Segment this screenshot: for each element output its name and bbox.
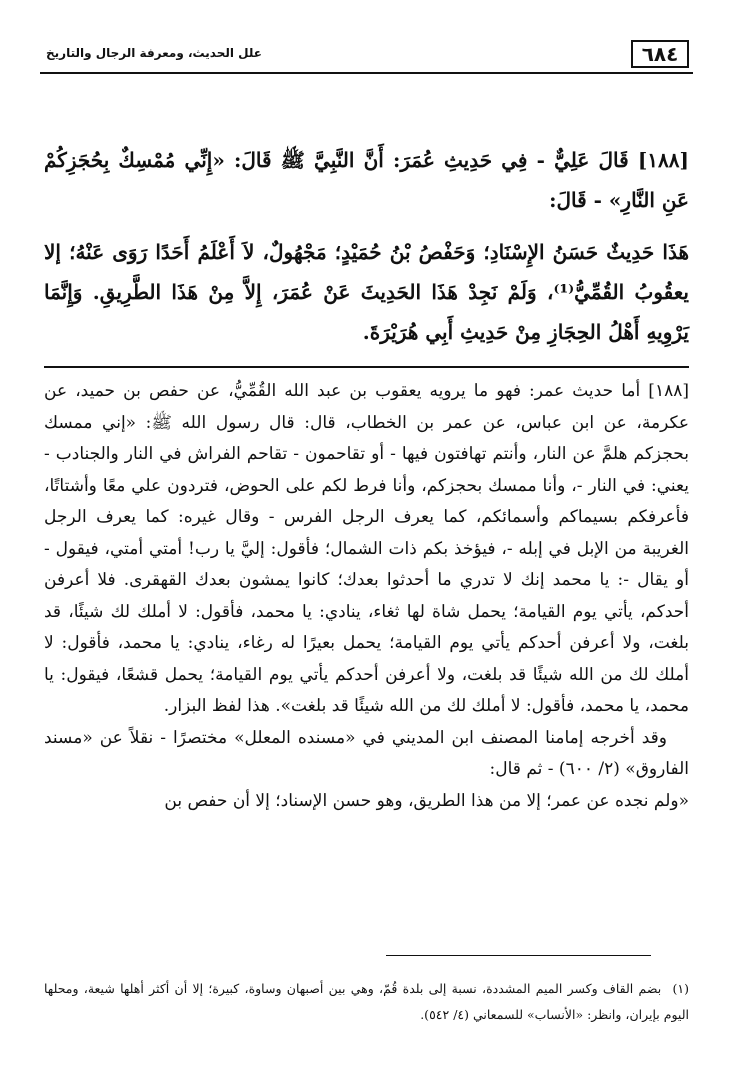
hadith-paragraph-1: [١٨٨] قَالَ عَلِيٌّ - فِي حَدِيثِ عُمَرَ: أَنَّ النَّبِيَّ ﷺ قَالَ: «إِنِّي مُمْسِكٌ بِحُجَزِكُمْ عَنِ النَّارِ» - قَالَ:	[44, 148, 689, 212]
footnotes-section	[44, 976, 689, 1028]
header-divider	[40, 72, 693, 74]
commentary-paragraph-2: وقد أخرجه إمامنا المصنف ابن المديني في «مسنده المعلل» مختصرًا - نقلاً عن «مسند الفاروق» (٢/ ٦٠٠) - ثم قال:	[44, 727, 689, 779]
footnote-marker: (١)	[672, 981, 689, 996]
commentary-section	[44, 376, 689, 817]
hadith-text-section	[44, 140, 689, 364]
footnote-text: بضم القاف وكسر الميم المشددة، نسبة إلى بلدة قُمّ، وهي بين أصبهان وساوة، كبيرة؛ إلا أن أكثر أهلها شيعة، ومحلها اليوم بإيران، وانظر: «الأنساب» للسمعاني (٤/ ٥٤٢).	[44, 981, 689, 1022]
commentary-paragraph-3: «ولم نجده عن عمر؛ إلا من هذا الطريق، وهو حسن الإسناد؛ إلا أن حفص بن	[164, 790, 689, 811]
footnote-1	[44, 976, 689, 1028]
hadith-paragraph-2: هَذَا حَدِيثٌ حَسَنُ الإِسْنَادِ؛ وَحَفْصُ بْنُ حُمَيْدٍ؛ مَجْهُولٌ، لاَ أَعْلَمُ أَحَدًا رَوَى عَنْهُ؛ إلا يعقُوبُ القُمِّيُّ⁽¹⁾، وَلَمْ نَجِدْ هَذَا الحَدِيثَ عَنْ عُمَرَ، إِلاَّ مِنْ هَذَا الطَّرِيقِ. وَإِنَّمَا يَرْوِيهِ أَهْلُ الحِجَازِ مِنْ حَدِيثِ أَبِي هُرَيْرَةَ.	[44, 240, 689, 344]
page-header	[40, 40, 693, 76]
footnote-divider	[386, 955, 651, 956]
running-title: علل الحديث، ومعرفة الرجال والتاريخ	[46, 46, 262, 60]
commentary-paragraph-1: [١٨٨] أما حديث عمر: فهو ما يرويه يعقوب بن عبد الله القُمِّيُّ، عن حفص بن حميد، عن عكرمة، عن ابن عباس، عن عمر بن الخطاب، قال: قال رسول الله ﷺ: «إني ممسك بحجزكم هلمَّ عن النار، وأنتم تهافتون فيها - أو تقاحمون - تقاحم الفراش في النار والجنادب - يعني: في النار -، وأنا ممسك بحجزكم، وأنا فرط لكم على الحوض، فتردون علي معًا وأشتاتًا، فأعرفكم بسيماكم وأسمائكم، كما يعرف الرجل الفرس - وقال غيره: كما يعرف الرجل الغريبة من الإبل في إبله -، فيؤخذ بكم ذات الشمال؛ فأقول: إليَّ يا رب! أمتي أمتي، فيقول - أو يقال -: يا محمد إنك لا تدري ما أحدثوا بعدك؛ كانوا يمشون بعدك القهقرى. فلا أعرفن أحدكم، يأتي يوم القيامة؛ يحمل شاة لها ثغاء، ينادي: يا محمد، فأقول: لا أملك لك شيئًا، قد بلغت، ولا أعرفن أحدكم يأتي يوم القيامة؛ يحمل بعيرًا له رغاء، ينادي: يا محمد، فأقول: لا أملك لك من الله شيئًا قد بلغت، ولا أعرفن أحدكم يأتي يوم القيامة؛ يحمل قشعًا، فيقول: يا محمد، يا محمد، فأقول: لا أملك لك من الله شيئًا قد بلغت». هذا لفظ البزار.	[44, 381, 689, 716]
page-number: ٦٨٤	[631, 40, 689, 68]
section-divider	[44, 366, 689, 368]
